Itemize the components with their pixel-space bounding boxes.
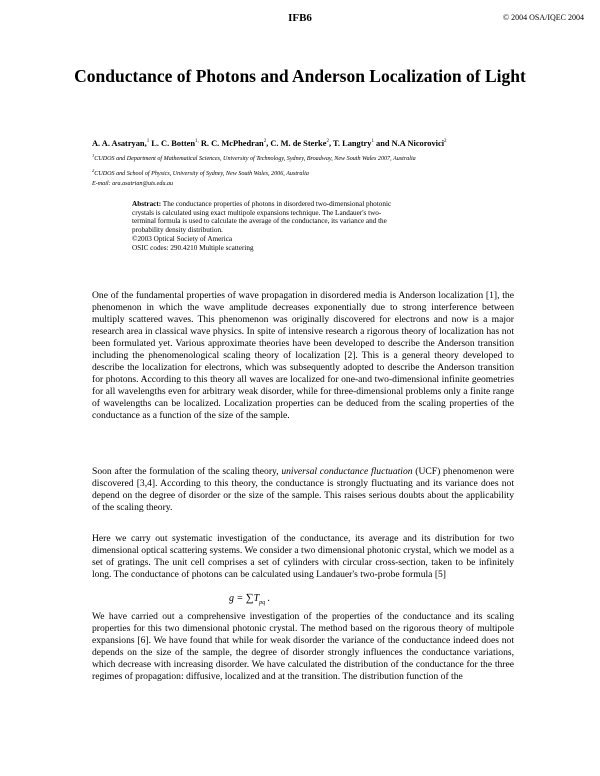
header-copyright: © 2004 OSA/IQEC 2004	[503, 13, 584, 22]
ocis-codes: OSIC codes: 290.4210 Multiple scattering	[132, 243, 254, 252]
paragraph-ucf	[92, 466, 514, 514]
affiliation-mark: 2	[92, 168, 95, 173]
author-affil-mark: 2	[444, 139, 447, 144]
author-name: A. A. Asatryan,	[92, 138, 147, 148]
author-affil-mark: 1	[371, 139, 374, 144]
summation-symbol: ∑	[245, 592, 254, 604]
paragraph-text: (UCF) phenomenon were discovered [3,4]. According to this theory, the conductance is strongly fluctuating and its variance does not depend on the degree of disorder or the size of the sample. This raises serious doubts about the applicability of the scaling theory.	[92, 466, 514, 513]
paragraph-results: We have carried out a comprehensive investigation of the properties of the conductance and its scaling properties for this two dimensional photonic crystal. The method based on the rigorous theory of multipole expansions [6]. We have found that while for weak disorder the variance of the conductance indeed does not depends on the size of the sample, the degree of disorder strongly influences the conductance variations, which decrease with increasing disorder. We have calculated the distribution of the conductance for the three regimes of propagation: diffusive, localized and at the transition. The distribution function of the	[92, 611, 514, 682]
abstract-line: crystals is calculated using exact multipole expansions technique. The Landauer's two-	[132, 208, 382, 217]
formula-lhs: g	[229, 593, 234, 604]
author-name: , T. Langtry	[328, 138, 372, 148]
author-name: L. C. Botten	[151, 138, 196, 148]
author-affil-mark: 1,	[195, 139, 199, 144]
author-affil-mark: 2	[263, 139, 267, 144]
formula-end: .	[265, 593, 271, 604]
author-name: R. C. McPhedran	[200, 138, 264, 148]
paragraph-text: Soon after the formulation of the scaling theory,	[92, 466, 282, 477]
formula-equals: =	[234, 593, 246, 604]
author-list	[92, 136, 562, 149]
paragraph-method: Here we carry out systematic investigation of the conductance, its average and its distribution for two dimensional optical scattering systems. We consider a two dimensional photonic crystal, which we model as a set of gratings. The unit cell comprises a set of cylinders with circular cross-section, taken to be infinitely long. The conductance of photons can be calculated using Landauer's two-probe formula [5]	[92, 533, 514, 580]
paragraph-intro: One of the fundamental properties of wave propagation in disordered media is Anderson localization [1], the phenomenon in which the wave amplitude decreases exponentially due to strong interference between multiply scattered waves. This phenomenon was originally discovered for electrons and now is a major research area in classical wave physics. In spite of intensive research a rigorous theory of localization has not been formulated yet. Various approximate theories have been developed to describe the Anderson transition including the phenomenological scaling theory of localization [2]. This is a general theory developed to describe the localization for electrons, which was subsequently adopted to describe the Anderson transition for photons. According to this theory all waves are localized for one-and two-dimensional infinite geometries for all wavelengths even for arbitrary weak disorder, while for three-dimensional problems only a finite range of wavelengths can be localized. Localization properties can be deduced from the scaling properties of the conductance as a function of the size of the sample.	[92, 290, 514, 421]
contact-email: E-mail: ara.asatrian@uts.edu.au	[92, 181, 174, 187]
abstract-line: probability density distribution.	[132, 226, 223, 235]
abstract-line	[132, 200, 474, 209]
affiliation-text: CUDOS and Department of Mathematical Sciences, University of Technology, Sydney, Broadway, New South Wales 2007, Australia	[94, 156, 416, 163]
abstract-copyright: ©2003 Optical Society of America	[132, 234, 233, 243]
author-affil-mark: 2	[326, 139, 329, 144]
session-code: IFB6	[288, 12, 312, 24]
abstract-line: terminal formula is used to calculate the average of the conductance, its variance and the	[132, 217, 387, 226]
abstract	[132, 200, 474, 252]
abstract-label: Abstract:	[132, 200, 162, 208]
emphasis-term: universal conductance fluctuation	[281, 466, 413, 477]
formula-term: T	[253, 593, 260, 604]
paper-title: Conductance of Photons and Anderson Localization of Light	[74, 66, 526, 86]
author-affil-mark: 1	[146, 139, 150, 144]
landauer-formula	[229, 592, 270, 606]
affiliation-1	[92, 151, 416, 164]
affiliation-text: CUDOS and School of Physics, University of Sydney, New South Wales, 2006, Australia	[94, 171, 309, 178]
author-name: , C. M. de Sterke	[266, 138, 327, 148]
author-name: and N.A Nicorovici	[373, 138, 445, 148]
formula-subscript: pq	[259, 600, 266, 606]
affiliation-2	[92, 166, 309, 179]
abstract-text: The conductance properties of photons in disordered two-dimensional photonic	[161, 200, 392, 208]
affiliation-mark: 1	[92, 153, 95, 158]
